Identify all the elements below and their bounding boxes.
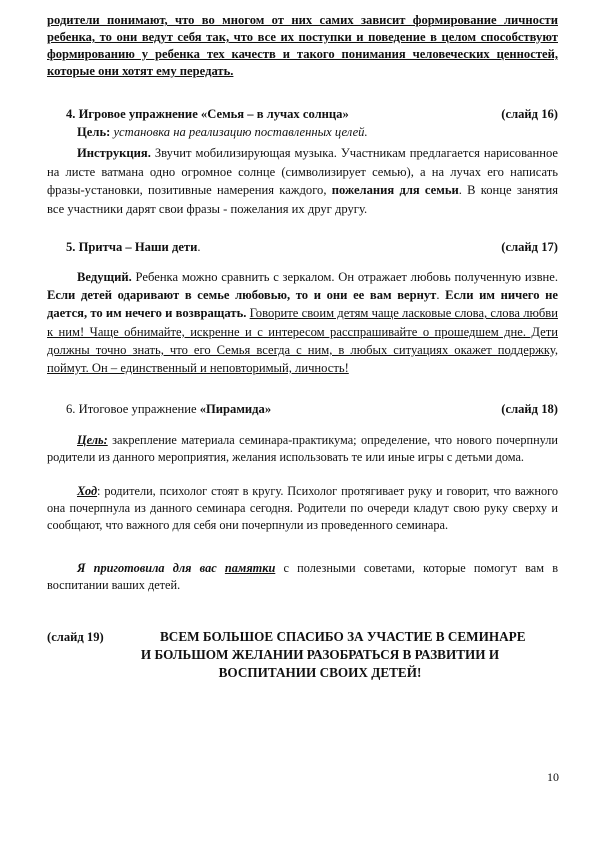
section5-bold-2: Если им ничего не дается, то им нечего и возвращать. xyxy=(47,288,559,321)
section6-memo-text: с полезными советами, которые помогут вам в воспитании ваших детей. xyxy=(47,561,558,592)
section5-heading: 5. Притча – Наши дети. xyxy=(66,240,201,254)
section6-goal-label: Цель: xyxy=(77,433,108,447)
section6-goal xyxy=(47,432,558,466)
section5-paragraph xyxy=(47,268,558,377)
section4-instruction xyxy=(47,144,558,218)
section6-move xyxy=(47,483,558,534)
section4-heading: 4. Игровое упражнение «Семья – в лучах солнца» xyxy=(66,107,349,121)
section4-instruction-label: Инструкция. xyxy=(77,146,151,160)
section5-underlined: Говорите своим детям чаще ласковые слова, слова любви к ним! Чаще обнимайте, искренне и с интересом расспрашивайте о прошедшем дне. Дети должны точно знать, что его Семья всегда с ним, в любых ситуациях окажет поддержку, поймут. Он – единственный и неповторимый, личность! xyxy=(47,306,558,376)
section4-instruction-text-1: Звучит мобилизирующая музыка. Участникам предлагается нарисованное на листе ватмана одно огромное солнце (символизирует семью), а на лучах его написать фразы-установки, позитивные намерения каждого, xyxy=(47,146,558,197)
section4-goal-label: Цель: xyxy=(77,125,111,139)
section6-move-text: : родители, психолог стоят в кругу. Психолог протягивает руку и говорит, что важного она почерпнула из данного семинара сегодня. Родители по очереди кладут свою руку сверху и сообщают, что важного для себя они почерпнули из проведенного семинара. xyxy=(47,484,558,532)
section4-slide-label: (слайд 16) xyxy=(501,107,558,121)
section5-bold-1: Если детей одаривают в семье любовью, то и они ее вам вернут xyxy=(47,288,437,303)
closing-slide-label: (слайд 19) xyxy=(47,630,104,644)
section4-goal xyxy=(47,124,558,142)
section6-goal-text: закрепление материала семинара-практикума; определение, что нового почерпнули родители из данного мероприятия, желания использовать те или иные игры с детьми дома. xyxy=(47,433,558,464)
section5-lead-text: Ребенка можно сравнить с зеркалом. Он отражает любовь полученную извне. xyxy=(131,270,558,284)
section6-move-label: Ход xyxy=(77,484,98,498)
section6-memo xyxy=(47,560,558,594)
section4-instruction-bold: пожелания для семьи xyxy=(331,183,459,197)
section4-instruction-text-2: . В конце занятия все участники дарят свои фразы - пожелания их друг другу. xyxy=(47,183,558,216)
section6-memo-pre: Я приготовила для вас xyxy=(77,561,225,575)
page-number: 10 xyxy=(547,770,559,784)
closing-line-2: И БОЛЬШОМ ЖЕЛАНИИ РАЗОБРАТЬСЯ В РАЗВИТИИ И xyxy=(140,647,500,662)
intro-paragraph: родители понимают, что во многом от них самих зависит формирование личности ребенка, то они ведут себя так, что все их поступки и поведение в целом способствуют формированию у ребенка тех качеств и такого понимания человеческих ценностей, которые они хотят ему передать. xyxy=(47,13,558,78)
section6-slide-label: (слайд 18) xyxy=(501,402,558,416)
closing-line-1: ВСЕМ БОЛЬШОЕ СПАСИБО ЗА УЧАСТИЕ В СЕМИНАРЕ xyxy=(160,629,526,644)
section6-memo-bold: памятки xyxy=(224,561,276,575)
section5-slide-label: (слайд 17) xyxy=(501,240,558,254)
section5-lead-label: Ведущий. xyxy=(77,270,132,284)
section5-separator: . xyxy=(436,288,446,303)
section4-goal-text: установка на реализацию поставленных целей. xyxy=(110,125,368,139)
section6-heading: 6. Итоговое упражнение «Пирамида» xyxy=(66,402,272,416)
closing-line-3: ВОСПИТАНИИ СВОИХ ДЕТЕЙ! xyxy=(218,665,422,680)
